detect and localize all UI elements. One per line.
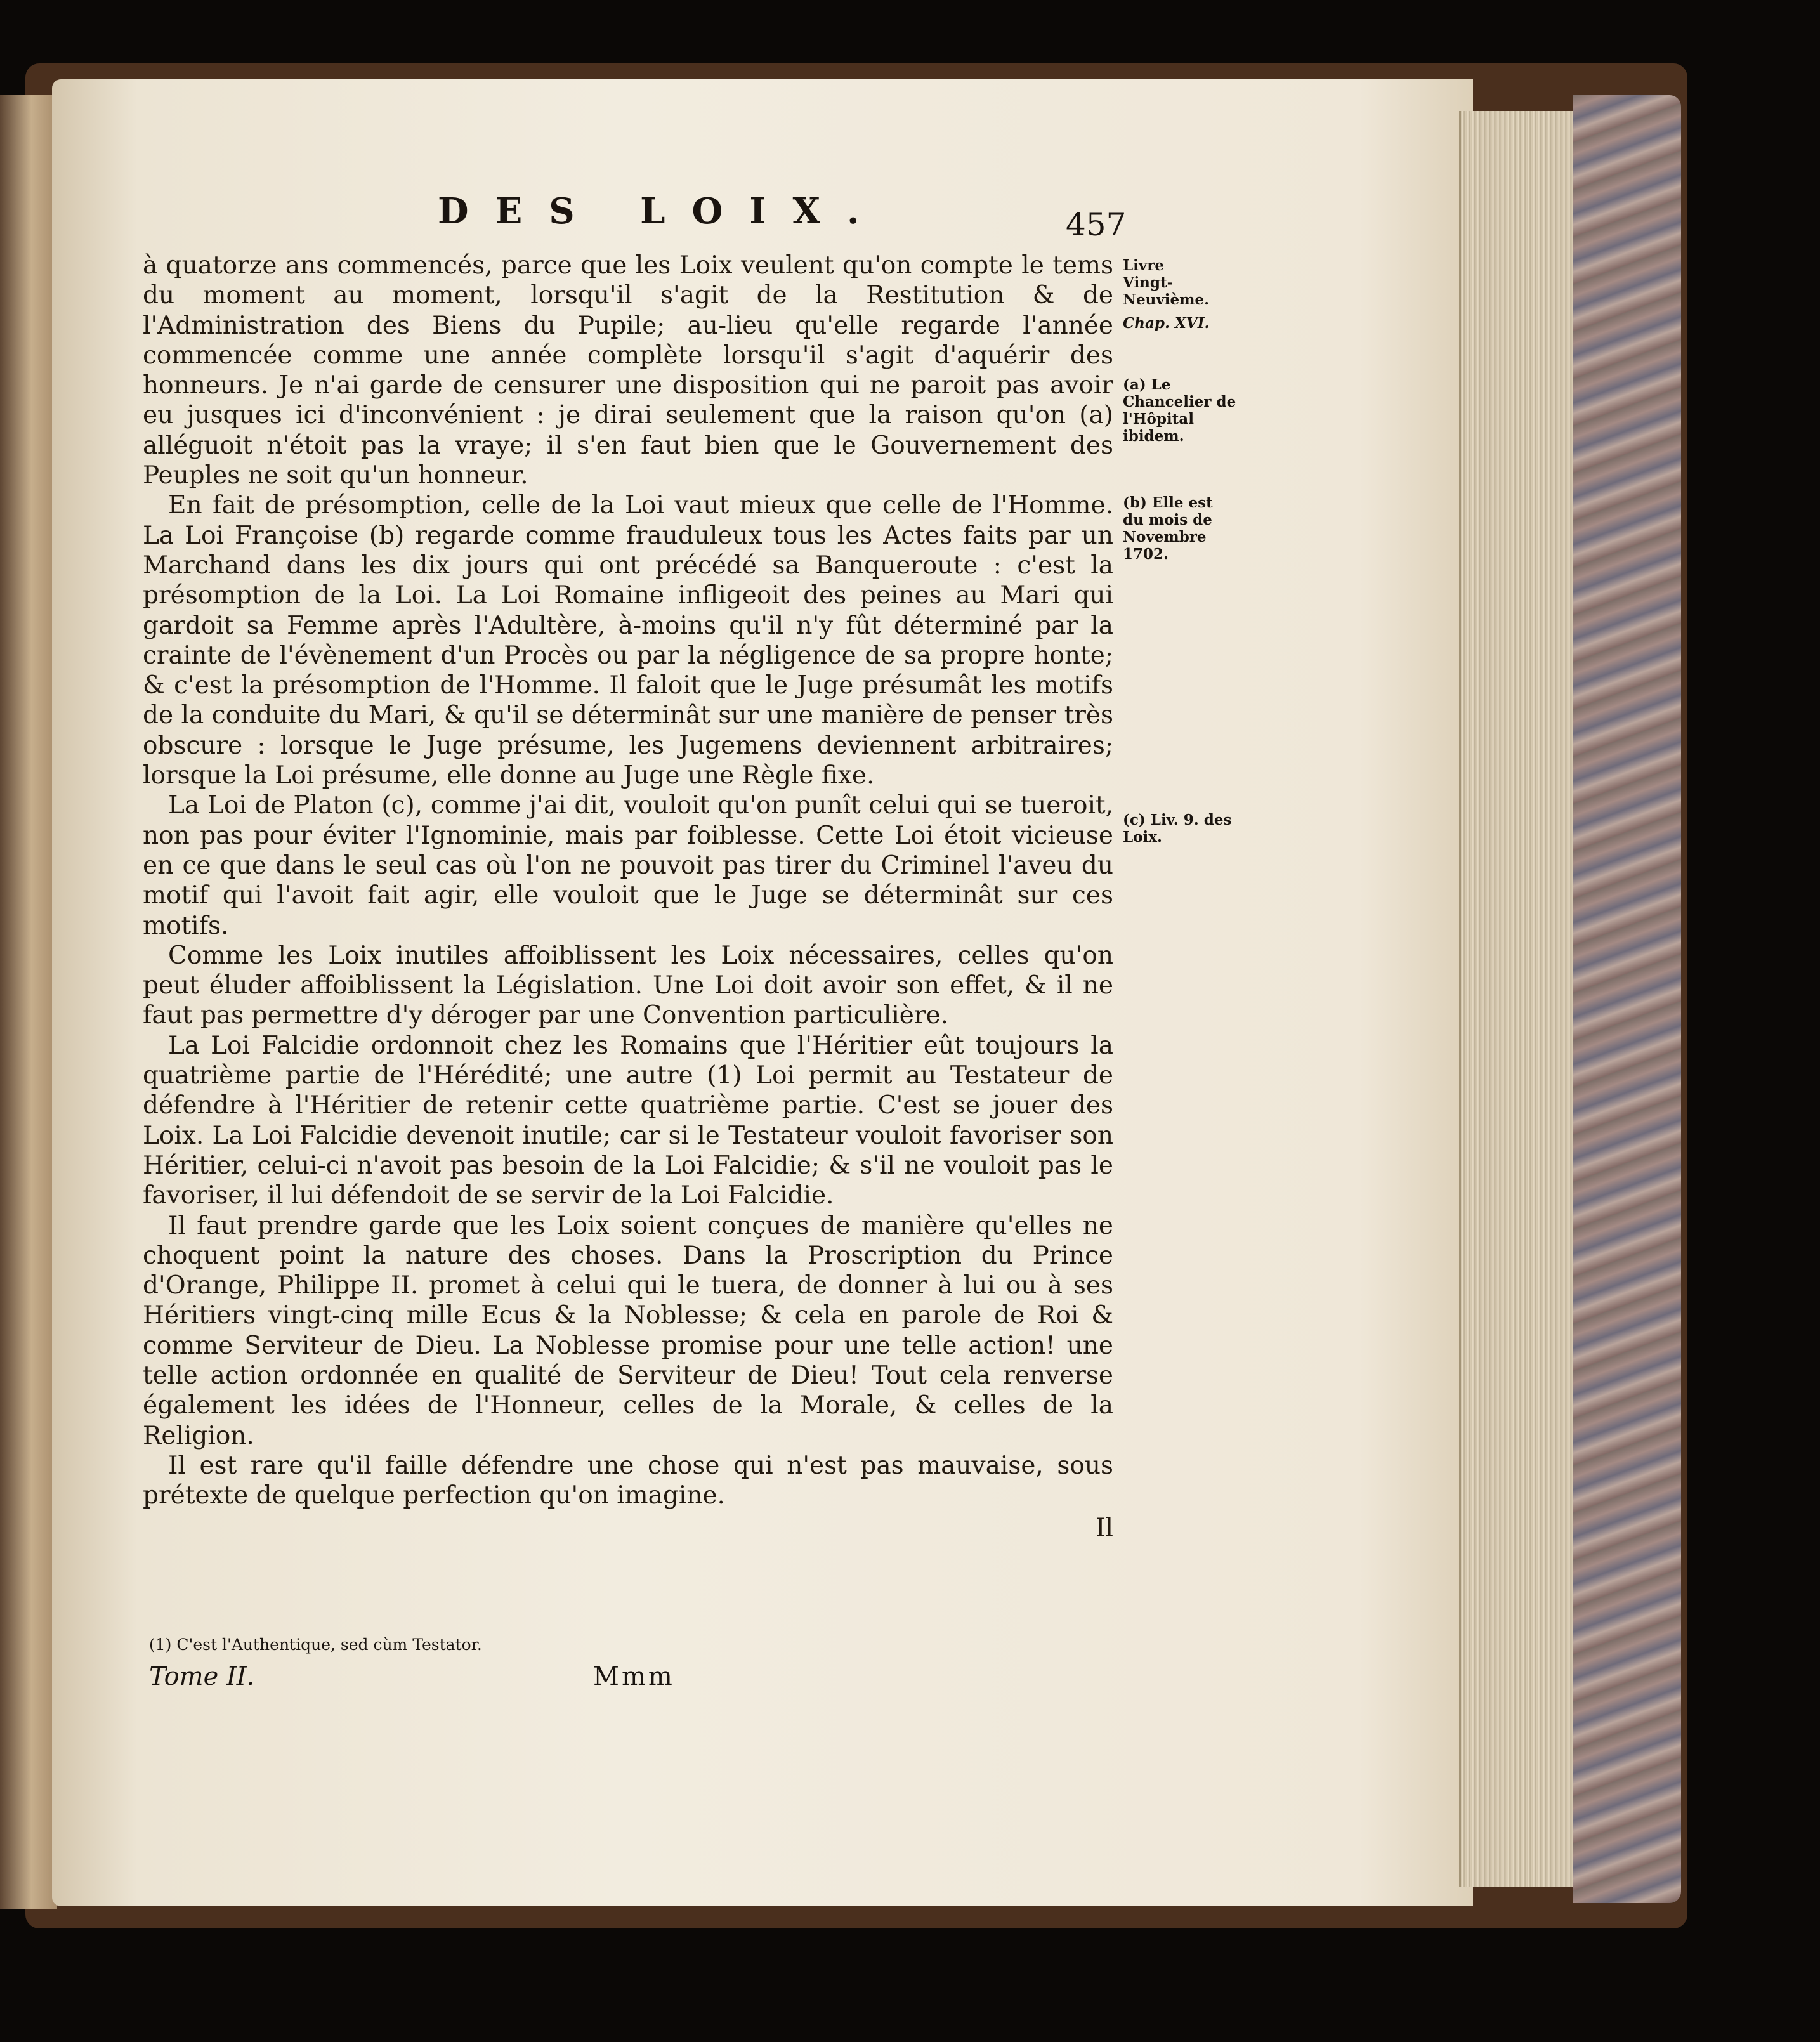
side-heading-book: Vingt- [1123,274,1174,291]
side-heading-book: Livre [1123,257,1165,274]
margin-note-c: (c) Liv. 9. des Loix. [1123,811,1232,846]
paragraph: La Loi de Platon (c), comme j'ai dit, vouloit qu'on punît celui qui se tueroit, non pas pour éviter l'Ignominie, mais par foiblesse. Cette Loi étoit vicieuse en ce que dans le seul cas où l'on ne pouvoit pas tirer du Criminel l'aveu du motif qui l'avoit fait agir, elle vouloit que le Juge se déterminât sur ces motifs. [143,791,1113,940]
running-title: DES LOIX. [438,190,886,232]
paragraph: La Loi Falcidie ordonnoit chez les Romains que l'Héritier eût toujours la quatrième partie de l'Hérédité; une autre (1) Loi permit au Testateur de défendre à l'Héritier de retenir cette quatrième partie. C'est se jouer des Loix. La Loi Falcidie devenoit inutile; car si le Testateur vouloit favoriser son Héritier, celui-ci n'avoit pas besoin de la Loi Falcidie; & s'il ne vouloit pas le favoriser, il lui défendoit de se servir de la Loi Falcidie. [143,1031,1113,1210]
signature-mark: Mmm [593,1662,675,1691]
paragraph: à quatorze ans commencés, parce que les Loix veulent qu'on compte le tems du moment au moment, lorsqu'il s'agit de la Restitution & de l'Administration des Biens du Pupile; au-lieu qu'elle regarde l'année commencée comme une année complète lorsqu'il s'agit d'aquérir des honneurs. Je n'ai garde de censurer une disposition qui ne paroit pas avoir eu jusques ici d'inconvénient : je dirai seulement que la raison qu'on (a) alléguoit n'étoit pas la vraye; il s'en faut bien que le Gouvernement des Peuples ne soit qu'un honneur. [143,251,1113,490]
signature-line [149,1662,847,1691]
main-text [143,251,1113,1543]
margin-note-b: (b) Elle est du mois de Novembre 1702. [1123,494,1213,563]
page-number: 457 [1066,206,1127,243]
volume-label: Tome II. [149,1662,255,1691]
margin-notes [1123,257,1237,846]
margin-note-a: (a) Le Chancelier de l'Hôpital ibidem. [1123,376,1236,445]
paragraph: Il est rare qu'il faille défendre une chose qui n'est pas mauvaise, sous prétexte de quelque perfection qu'on imagine. [143,1451,1113,1510]
paragraph: Il faut prendre garde que les Loix soient conçues de manière qu'elles ne choquent point la nature des choses. Dans la Proscription du Prince d'Orange, Philippe II. promet à celui qui le tuera, de donner à lui ou à ses Héritiers vingt-cinq mille Ecus & la Noblesse; & cela en parole de Roi & comme Serviteur de Dieu. La Noblesse promise pour une telle action! une telle action ordonnée en qualité de Serviteur de Dieu! Tout cela renverse également les idées de l'Honneur, celles de la Morale, & celles de la Religion. [143,1211,1113,1450]
footnote: (1) C'est l'Authentique, sed cùm Testator. [149,1635,482,1654]
page-block-edges [1459,111,1578,1887]
facing-page-edge [0,95,57,1909]
catchword: Il [1096,1514,1113,1543]
marbled-board [1573,95,1681,1903]
side-heading-book: Neuvième. [1123,291,1210,308]
side-heading-chapter: Chap. XVI. [1123,315,1210,332]
paragraph: En fait de présomption, celle de la Loi vaut mieux que celle de l'Homme. La Loi Françoise (b) regarde comme frauduleux tous les Actes faits par un Marchand dans les dix jours qui ont précédé sa Banqueroute : c'est la présomption de la Loi. La Loi Romaine infligeoit des peines au Mari qui gardoit sa Femme après l'Adultère, à-moins qu'il n'y fût déterminé par la crainte de l'évènement d'un Procès ou par la négligence de sa propre honte; & c'est la présomption de l'Homme. Il faloit que le Juge présumât les motifs de la conduite du Mari, & qu'il se déterminât sur une manière de penser très obscure : lorsque le Juge présume, les Jugemens deviennent arbitraires; lorsque la Loi présume, elle donne au Juge une Règle fixe. [143,491,1113,790]
paragraph: Comme les Loix inutiles affoiblissent les Loix nécessaires, celles qu'on peut éluder affoiblissent la Législation. Une Loi doit avoir son effet, & il ne faut pas permettre d'y déroger par une Convention particulière. [143,941,1113,1030]
